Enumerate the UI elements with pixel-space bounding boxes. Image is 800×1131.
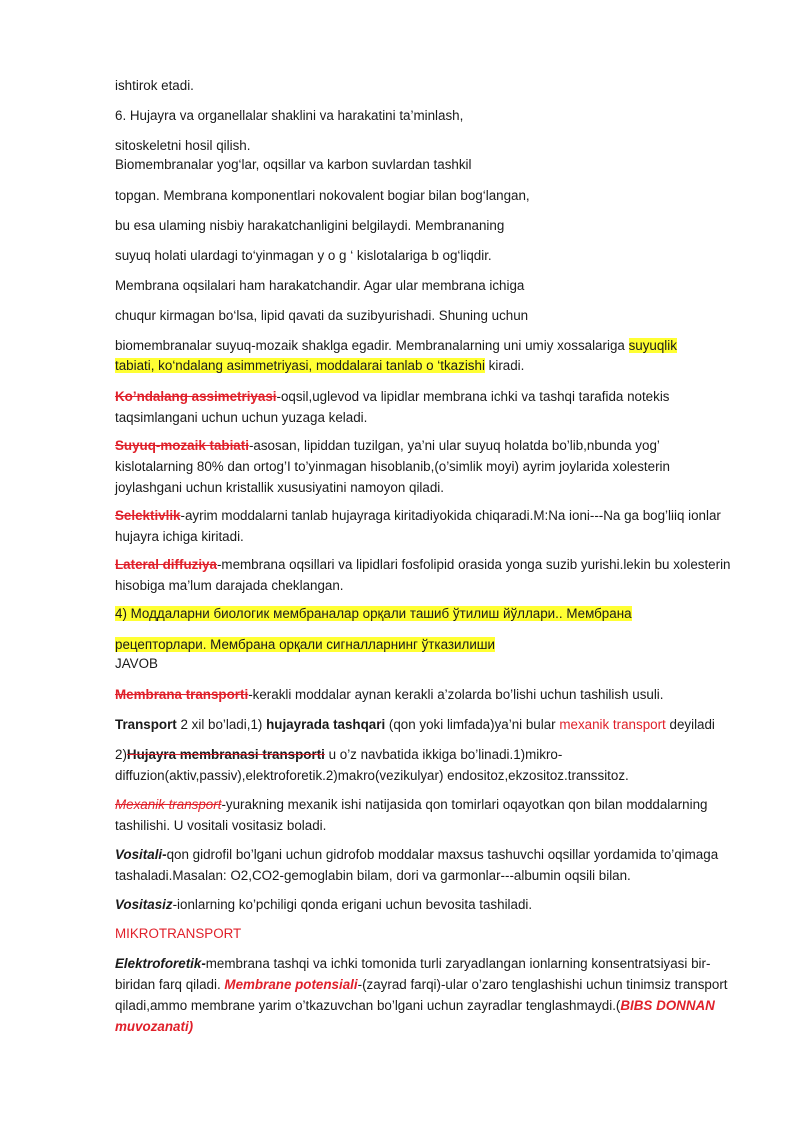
definition: membrana tashqi va ichki tomonida turli zaryadlangan ionlarning konsentratsiyasi bir-biridan farq qiladi. xyxy=(115,956,711,992)
text-run: (qon yoki limfada)ya’ni bular xyxy=(385,717,560,732)
text-line: chuqur kirmagan bo‘lsa, lipid qavati da suzibyurishadi. Shuning uchun xyxy=(115,308,529,323)
text-line: ishtirok etadi. xyxy=(115,78,194,93)
text-run: 2 xil bo’ladi,1) xyxy=(176,717,267,732)
paragraph xyxy=(115,554,740,596)
red-text: mexanik transport xyxy=(559,717,666,732)
term: Vositali- xyxy=(115,847,167,862)
term: Vositasiz xyxy=(115,897,173,912)
term: Lateral diffuziya xyxy=(115,557,217,572)
definition: -oqsil,uglevod va lipidlar membrana ichki va tashqi tarafida notekis taqsimlangani uchun uchun yuzaga keladi. xyxy=(115,389,670,425)
paragraph xyxy=(115,386,740,428)
term: Membrana transporti xyxy=(115,687,249,702)
definition: -kerakli moddalar aynan kerakli a’zolarda bo’lishi uchun tashilish usuli. xyxy=(248,687,664,702)
definition: -asosan, lipiddan tuzilgan, ya’ni ular suyuq holatda bo’lib,nbunda yog’ kislotalarning 80% dan ortog’I to’yinmagan hisoblanib,(o’simlik moyi) ayrim joylarida xolesterin joylashgani uchun kristallik xususiyatini namoyon qiladi. xyxy=(115,438,670,495)
section-heading: MIKROTRANSPORT xyxy=(115,926,242,941)
term: Membrane potensiali xyxy=(224,977,358,992)
question-line xyxy=(115,636,495,654)
paragraph xyxy=(115,894,740,915)
term: Ko’ndalang assimetriyasi xyxy=(115,389,277,404)
text-line: bu esa ulaming nisbiy harakatchanligini belgilaydi. Membrananing xyxy=(115,218,505,233)
term: Elektroforetik- xyxy=(115,956,206,971)
text-line: Membrana oqsilalari ham harakatchandir. Agar ular membrana ichiga xyxy=(115,278,525,293)
text-line xyxy=(115,337,677,355)
text-run: 2) xyxy=(115,747,127,762)
bold-text: hujayrada tashqari xyxy=(266,717,386,732)
definition: -ayrim moddalarni tanlab hujayraga kiritadiyokida chiqaradi.M:Na ioni---Na ga bog’liiq ionlar hujayra ichiga kiritadi. xyxy=(115,508,721,544)
term: BIBS DONNAN muvozanati) xyxy=(115,998,715,1034)
term: Mexanik transport xyxy=(115,797,222,812)
paragraph xyxy=(115,505,740,547)
paragraph xyxy=(115,844,740,886)
paragraph xyxy=(115,714,740,735)
text-line: topgan. Membrana komponentlari nokovalent bogiar bilan bog‘langan, xyxy=(115,188,530,203)
definition: -(zayrad farqi)-ular o’zaro tenglashishi uchun tinimsiz transport qiladi,ammo membrane yarim o’tkazuvchan bo’lgani uchun zayradlar tenglashmaydi.( xyxy=(115,977,728,1013)
term: Suyuq-mozaik tabiati xyxy=(115,438,249,453)
text-line xyxy=(115,357,524,375)
answer-label: JAVOB xyxy=(115,656,158,671)
highlighted-text: suyuqlik xyxy=(628,338,677,353)
paragraph xyxy=(115,435,740,498)
paragraph xyxy=(115,794,740,836)
text-run: u o’z navbatida ikkiga bo’linadi.1)mikro-diffuzion(aktiv,passiv),elektroforetik.2)makro(vezikulyar) endositoz,ekzositoz.transsitoz. xyxy=(115,747,629,783)
highlighted-text: tabiati, ko‘ndalang asimmetriyasi, moddalarai tanlab o ‘tkazishi xyxy=(115,358,485,373)
text-run: biomembranalar suyuq-mozaik shaklga egadir. Membranalarning uni umiy xossalariga xyxy=(115,338,629,353)
bold-text: Hujayra membranasi transporti xyxy=(126,747,325,762)
highlighted-text: рецепторлари. Мембрана орқали сигналларнинг ўтказилиши xyxy=(115,637,496,652)
paragraph xyxy=(115,953,740,1037)
text-run: deyiladi xyxy=(665,717,715,732)
paragraph xyxy=(115,684,740,705)
definition: -ionlarning ko’pchiligi qonda erigani uchun bevosita tashiladi. xyxy=(172,897,533,912)
text-line: 6. Hujayra va organellalar shaklini va harakatini ta’minlash, xyxy=(115,108,464,123)
paragraph xyxy=(115,744,740,786)
definition: -membrana oqsillari va lipidlari fosfolipid orasida yonga suzib yurishi.lekin bu xolesterin hisobiga ma’lum darajada cheklangan. xyxy=(115,557,731,593)
definition: -yurakning mexanik ishi natijasida qon tomirlari oqayotkan qon bilan moddalarning tashilishi. U vositali vositasiz boladi. xyxy=(115,797,708,833)
definition: qon gidrofil bo’lgani uchun gidrofob moddalar maxsus tashuvchi oqsillar yordamida to’qimaga tashaladi.Masalan: O2,CO2-gemoglabin bilam, dori va garmonlar---albumin oqsili bilan. xyxy=(115,847,719,883)
text-run: kiradi. xyxy=(484,358,525,373)
text-line: suyuq holati ulardagi to‘yinmagan y o g ‘ kislotalariga b og‘liqdir. xyxy=(115,248,492,263)
question-line xyxy=(115,605,632,623)
bold-text: Transport xyxy=(115,717,177,732)
text-line: Biomembranalar yog‘lar, oqsillar va karbon suvlardan tashkil xyxy=(115,157,472,172)
term: Selektivlik xyxy=(115,508,181,523)
highlighted-text: 4) Моддаларни биологик мембраналар орқали ташиб ўтилиш йўллари.. Мембрана xyxy=(115,606,632,621)
text-line: sitoskeletni hosil qilish. xyxy=(115,138,251,153)
